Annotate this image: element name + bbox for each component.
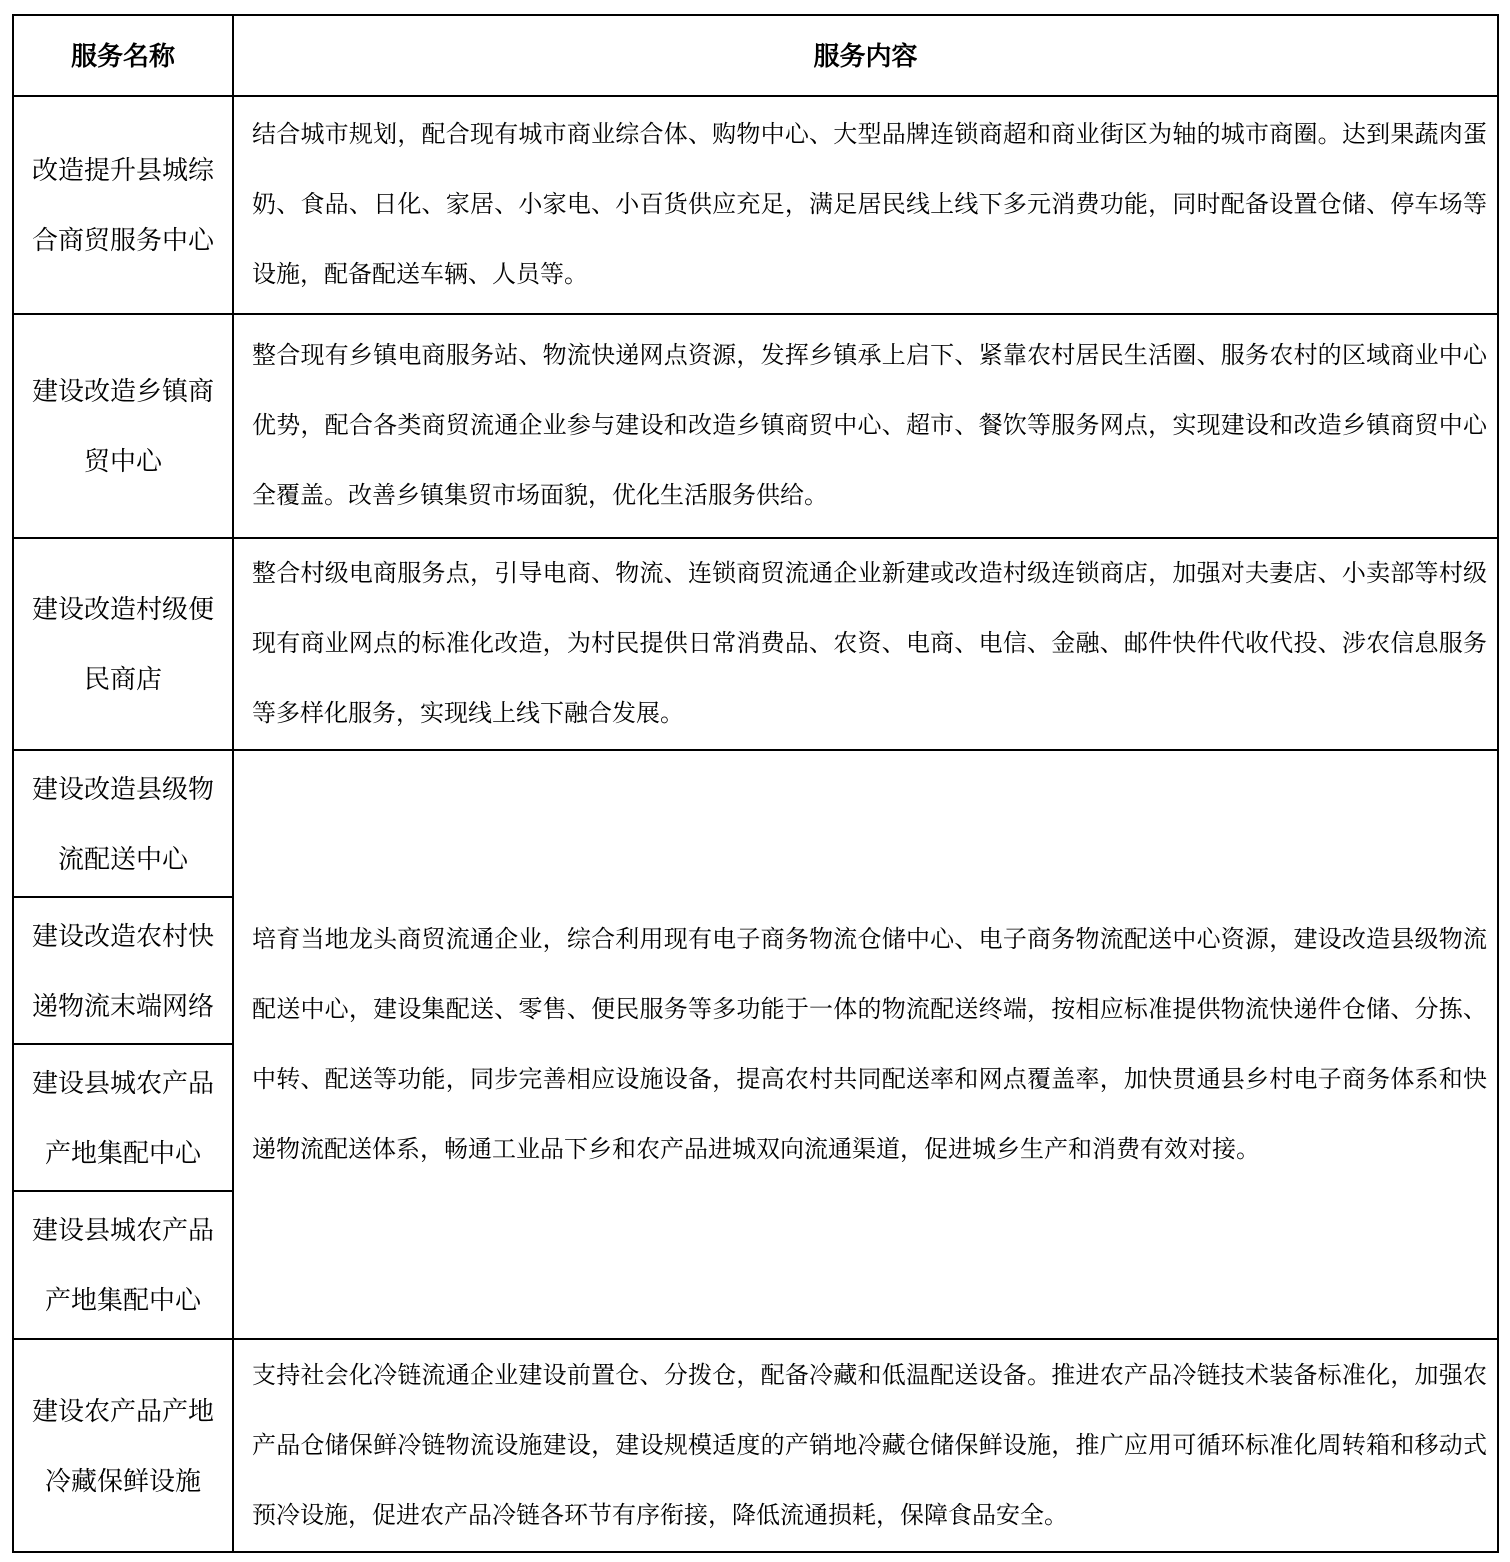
header-service-name: 服务名称 — [13, 15, 233, 96]
service-content-cell: 支持社会化冷链流通企业建设前置仓、分拨仓，配备冷藏和低温配送设备。推进农产品冷链技术装备标准化，加强农产品仓储保鲜冷链物流设施建设，建设规模适度的产销地冷藏仓储保鲜设施，推广应用可循环标准化周转箱和移动式预冷设施，促进农产品冷链各环节有序衔接，降低流通损耗，保障食品安全。 — [233, 1339, 1498, 1552]
service-content-cell: 整合现有乡镇电商服务站、物流快递网点资源，发挥乡镇承上启下、紧靠农村居民生活圈、服务农村的区域商业中心优势，配合各类商贸流通企业参与建设和改造乡镇商贸中心、超市、餐饮等服务网点，实现建设和改造乡镇商贸中心全覆盖。改善乡镇集贸市场面貌，优化生活服务供给。 — [233, 314, 1498, 538]
service-name-cell: 建设改造村级便民商店 — [13, 538, 233, 750]
table-row — [13, 750, 1498, 897]
header-service-content: 服务内容 — [233, 15, 1498, 96]
service-name-cell: 建设农产品产地冷藏保鲜设施 — [13, 1339, 233, 1552]
service-name-cell: 改造提升县城综合商贸服务中心 — [13, 96, 233, 314]
service-content-cell: 整合村级电商服务点，引导电商、物流、连锁商贸流通企业新建或改造村级连锁商店，加强对夫妻店、小卖部等村级现有商业网点的标准化改造，为村民提供日常消费品、农资、电商、电信、金融、邮件快件代收代投、涉农信息服务等多样化服务，实现线上线下融合发展。 — [233, 538, 1498, 750]
service-name-cell: 建设改造农村快递物流末端网络 — [13, 897, 233, 1044]
service-name-cell: 建设县城农产品产地集配中心 — [13, 1191, 233, 1339]
service-name-cell: 建设县城农产品产地集配中心 — [13, 1044, 233, 1191]
merged-service-content-cell: 培育当地龙头商贸流通企业，综合利用现有电子商务物流仓储中心、电子商务物流配送中心资源，建设改造县级物流配送中心，建设集配送、零售、便民服务等多功能于一体的物流配送终端，按相应标准提供物流快递件仓储、分拣、中转、配送等功能，同步完善相应设施设备，提高农村共同配送率和网点覆盖率，加快贯通县乡村电子商务体系和快递物流配送体系，畅通工业品下乡和农产品进城双向流通渠道，促进城乡生产和消费有效对接。 — [233, 750, 1498, 1339]
table-row — [13, 1339, 1498, 1552]
table-header-row — [13, 15, 1498, 96]
table-row — [13, 96, 1498, 314]
service-name-cell: 建设改造县级物流配送中心 — [13, 750, 233, 897]
service-table — [12, 14, 1499, 1553]
table-row — [13, 538, 1498, 750]
service-name-cell: 建设改造乡镇商贸中心 — [13, 314, 233, 538]
table-row — [13, 314, 1498, 538]
service-content-cell: 结合城市规划，配合现有城市商业综合体、购物中心、大型品牌连锁商超和商业街区为轴的城市商圈。达到果蔬肉蛋奶、食品、日化、家居、小家电、小百货供应充足，满足居民线上线下多元消费功能，同时配备设置仓储、停车场等设施，配备配送车辆、人员等。 — [233, 96, 1498, 314]
